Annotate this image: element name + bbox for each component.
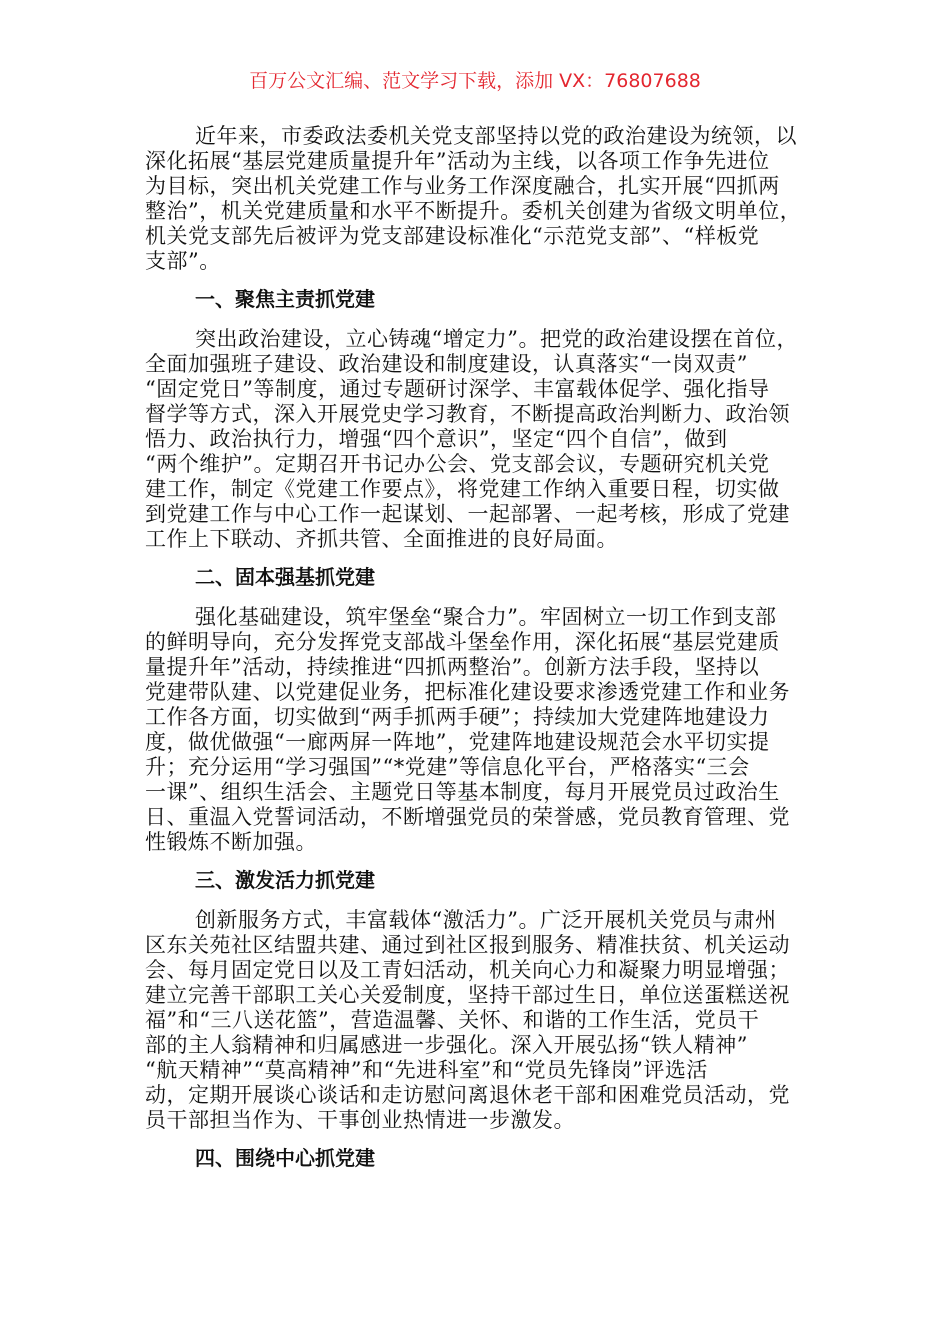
paragraph-line: 福”和“三八送花篮”，营造温馨、关怀、和谐的工作生活，党员干	[145, 1008, 760, 1032]
paragraph-line: 党建带队建、以党建促业务，把标准化建设要求渗透党建工作和业务	[145, 680, 790, 704]
paragraph-line: 督学等方式，深入开展党史学习教育，不断提高政治判断力、政治领	[145, 402, 790, 426]
paragraph	[145, 327, 805, 552]
paragraph-line: “固定党日”等制度，通过专题研讨深学、丰富载体促学、强化指导	[145, 377, 770, 401]
paragraph-line: 整治”，机关党建质量和水平不断提升。委机关创建为省级文明单位，	[145, 199, 802, 223]
paragraph-line: 到党建工作与中心工作一起谋划、一起部署、一起考核，形成了党建	[145, 502, 790, 526]
section-heading: 三、激发活力抓党建	[195, 868, 375, 892]
watermark-banner: 百万公文汇编、范文学习下载，添加 VX：76807688	[249, 70, 701, 92]
paragraph-line: “航天精神”“莫高精神”和“先进科室”和“党员先锋岗”评选活	[145, 1058, 708, 1082]
paragraph-line: 近年来，市委政法委机关党支部坚持以党的政治建设为统领，以	[195, 124, 797, 148]
paragraph-line: 部的主人翁精神和归属感进一步强化。深入开展弘扬“铁人精神”	[145, 1033, 748, 1057]
paragraph-line: 突出政治建设，立心铸魂“增定力”。把党的政治建设摆在首位，	[195, 327, 798, 351]
paragraph-line: 量提升年”活动，持续推进“四抓两整治”。创新方法手段，坚持以	[145, 655, 760, 679]
section-heading: 四、围绕中心抓党建	[195, 1146, 375, 1170]
paragraph-line: 建立完善干部职工关心关爱制度，坚持干部过生日，单位送蛋糕送祝	[145, 983, 790, 1007]
paragraph-line: 悟力、政治执行力，增强“四个意识”，坚定“四个自信”，做到	[145, 427, 728, 451]
paragraph-line: 员干部担当作为、干事创业热情进一步激发。	[145, 1108, 575, 1132]
paragraph-line: 区东关苑社区结盟共建、通过到社区报到服务、精准扶贫、机关运动	[145, 933, 790, 957]
paragraph-line: 为目标，突出机关党建工作与业务工作深度融合，扎实开展“四抓两	[145, 174, 780, 198]
paragraph	[145, 605, 805, 855]
paragraph-line: 强化基础建设，筑牢堡垒“聚合力”。牢固树立一切工作到支部	[195, 605, 777, 629]
paragraph-line: 机关党支部先后被评为党支部建设标准化“示范党支部”、“样板党	[145, 224, 760, 248]
paragraph-line: 建工作，制定《党建工作要点》，将党建工作纳入重要日程，切实做	[145, 477, 780, 501]
paragraph-line: 支部”。	[145, 249, 221, 273]
paragraph-line: 全面加强班子建设、政治建设和制度建设，认真落实“一岗双责”	[145, 352, 748, 376]
paragraph-line: 升；充分运用“学习强国”“*党建”等信息化平台，严格落实“三会	[145, 755, 750, 779]
paragraph-line: 动，定期开展谈心谈话和走访慰问离退休老干部和困难党员活动，党	[145, 1083, 790, 1107]
paragraph-line: 创新服务方式，丰富载体“激活力”。广泛开展机关党员与肃州	[195, 908, 777, 932]
paragraph-line: 会、每月固定党日以及工青妇活动，机关向心力和凝聚力明显增强；	[145, 958, 790, 982]
paragraph-line: 工作上下联动、齐抓共管、全面推进的良好局面。	[145, 527, 618, 551]
document-body	[145, 124, 805, 1186]
section-heading: 二、固本强基抓党建	[195, 565, 375, 589]
paragraph	[145, 124, 805, 274]
paragraph-line: 日、重温入党誓词活动，不断增强党员的荣誉感，党员教育管理、党	[145, 805, 790, 829]
paragraph-line: 一课”、组织生活会、主题党日等基本制度，每月开展党员过政治生	[145, 780, 780, 804]
paragraph-line: 度，做优做强“一廊两屏一阵地”，党建阵地建设规范会水平切实提	[145, 730, 770, 754]
section-heading: 一、聚焦主责抓党建	[195, 287, 375, 311]
paragraph-line: “两个维护”。定期召开书记办公会、党支部会议，专题研究机关党	[145, 452, 770, 476]
paragraph-line: 工作各方面，切实做到“两手抓两手硬”；持续加大党建阵地建设力	[145, 705, 770, 729]
paragraph-line: 深化拓展“基层党建质量提升年”活动为主线，以各项工作争先进位	[145, 149, 770, 173]
paragraph	[145, 908, 805, 1133]
paragraph-line: 的鲜明导向，充分发挥党支部战斗堡垒作用，深化拓展“基层党建质	[145, 630, 780, 654]
paragraph-line: 性锻炼不断加强。	[145, 830, 317, 854]
